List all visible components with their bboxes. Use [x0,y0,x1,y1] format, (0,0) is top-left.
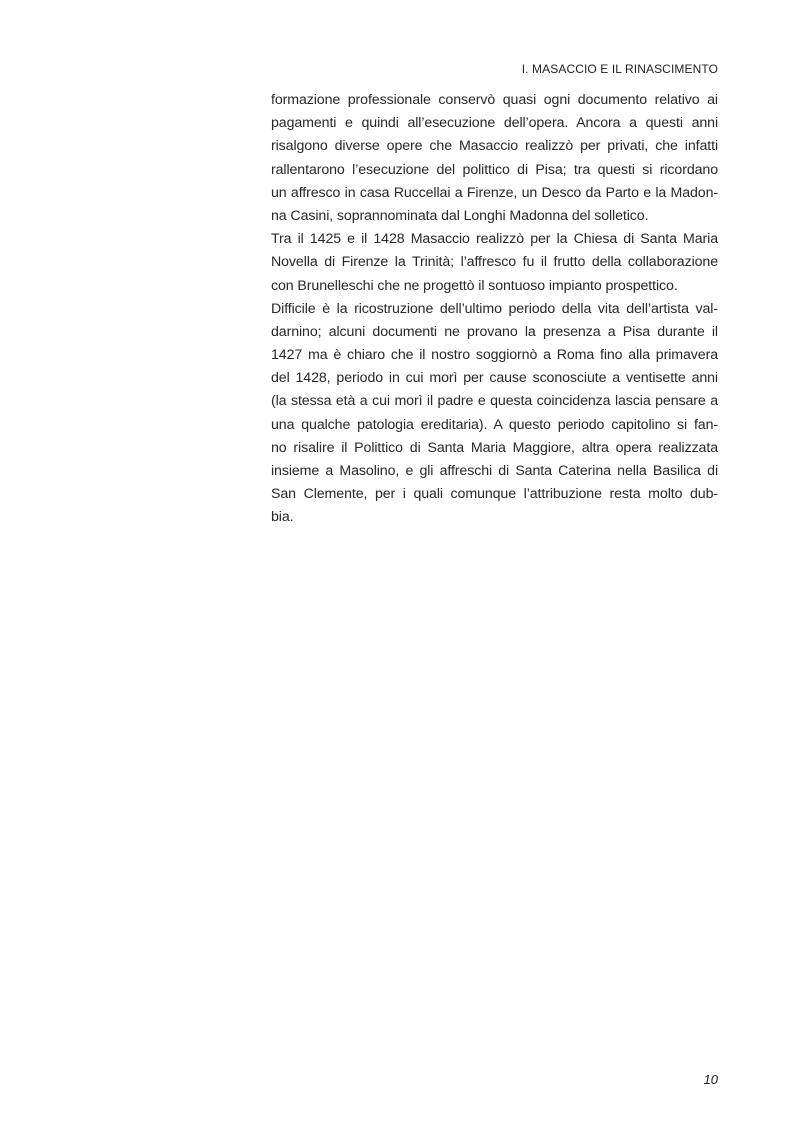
text-line: pagamenti e quindi all’esecuzione dell’opera. Ancora a questi anni [271,115,718,132]
text-line: con Brunelleschi che ne progettò il sontuoso impianto prospettico. [271,277,678,294]
text-line: insieme a Masolino, e gli affreschi di Santa Caterina nella Basilica di [271,463,718,479]
text-line: Novella di Firenze la Trinità; l’affresco fu il frutto della collaborazione [271,254,718,271]
text-line: na Casini, soprannominata dal Longhi Madonna del solletico. [271,207,649,224]
text-line: darnino; alcuni documenti ne provano la presenza a Pisa durante il [271,323,718,340]
text-line: formazione professionale conservò quasi ogni documento relativo ai [271,92,718,108]
text-line: 1427 ma è chiaro che il nostro soggiornò a Roma fino alla primavera [271,347,718,364]
text-line: no risalire il Polittico di Santa Maria Maggiore, altra opera realizzata [271,439,718,456]
text-line: una qualche patologia ereditaria). A questo periodo capitolino si fan- [271,416,718,433]
running-header: I. MASACCIO E IL RINASCIMENTO [521,62,718,76]
text-line: risalgono diverse opere che Masaccio realizzò per privati, che infatti [271,138,718,155]
text-line: Tra il 1425 e il 1428 Masaccio realizzò per la Chiesa di Santa Maria [271,231,718,248]
text-line: bia. [271,509,294,526]
text-line: Difficile è la ricostruzione dell’ultimo periodo della vita dell’artista val- [271,300,718,317]
text-line: un affresco in casa Ruccellai a Firenze, un Desco da Parto e la Madon- [271,184,718,201]
text-line: del 1428, periodo in cui morì per cause sconosciute a ventisette anni [271,370,718,387]
body-text [271,89,718,530]
text-line: (la stessa età a cui morì il padre e questa coincidenza lascia pensare a [271,393,718,410]
text-line: rallentarono l’esecuzione del polittico di Pisa; tra questi si ricordano [271,161,718,178]
text-line: San Clemente, per i quali comunque l’attribuzione resta molto dub- [271,486,718,503]
page-number: 10 [703,1072,718,1087]
